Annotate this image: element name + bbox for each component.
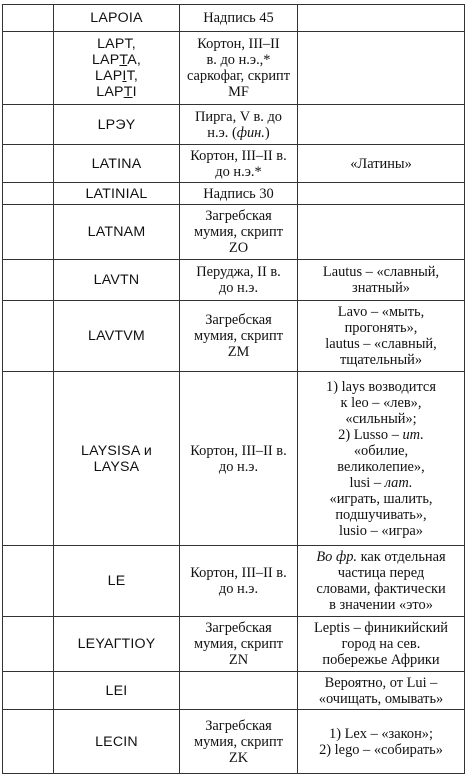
meaning-cell: [298, 105, 465, 145]
blank-cell: [3, 672, 54, 710]
table-row: [3, 205, 465, 260]
source-text: мумия, скрипт: [194, 224, 283, 240]
source-text: до н.э.*: [215, 163, 262, 180]
word-text: LEI: [105, 682, 128, 699]
blank-cell: [3, 205, 54, 260]
blank-cell: [3, 372, 54, 546]
meaning-text: [301, 475, 461, 491]
word-text: LE: [107, 573, 126, 589]
word-text: LAPTA,: [91, 52, 142, 68]
word-cell: [54, 145, 180, 183]
word-cell: [54, 260, 180, 301]
source-text: до н.э.: [218, 458, 259, 475]
word-text: LAPT,: [97, 36, 136, 52]
table-row: [3, 672, 465, 710]
source-cell: [180, 546, 298, 617]
meaning-text: прогонять»,: [344, 320, 418, 336]
meaning-text: Leptis – финикийский: [314, 620, 448, 636]
meaning-cell: [298, 145, 465, 183]
meaning-text: 1) Lex – «закон»;: [329, 725, 433, 742]
source-text: саркофаг, скрипт: [186, 68, 291, 84]
source-cell: [180, 205, 298, 260]
word-text: LAVTN: [93, 272, 140, 288]
source-text: Загребская: [205, 312, 272, 328]
word-text: LAPIT,: [94, 68, 138, 84]
source-text: Кортон, III–II в.: [190, 147, 287, 164]
table-row: [3, 710, 465, 774]
source-text: ZM: [227, 344, 250, 360]
meaning-cell: [298, 260, 465, 301]
source-text: MF: [228, 84, 249, 100]
blank-cell: [3, 5, 54, 32]
word-cell: [54, 710, 180, 774]
word-text: LECIN: [95, 733, 138, 750]
meaning-cell: [298, 546, 465, 617]
source-text-part: н.э. (: [207, 124, 237, 141]
meaning-cell: [298, 183, 465, 205]
source-text: Загребская: [205, 620, 272, 636]
source-text: Перуджа, II в.: [196, 264, 281, 280]
meaning-text: lusio – «игра»: [339, 522, 423, 539]
meaning-cell: [298, 372, 465, 546]
word-cell: [54, 205, 180, 260]
word-cell: [54, 546, 180, 617]
blank-cell: [3, 710, 54, 774]
word-cell: [54, 301, 180, 372]
table-row: [3, 546, 465, 617]
word-text: LAYSISA и: [81, 442, 152, 459]
meaning-cell: [298, 301, 465, 372]
word-text: LPЭY: [97, 116, 136, 133]
meaning-text: 2) lego – «собирать»: [319, 741, 443, 758]
meaning-cell: [298, 710, 465, 774]
word-cell: [54, 5, 180, 32]
source-cell: [180, 183, 298, 205]
source-text: Загребская: [205, 717, 272, 734]
source-cell: [180, 672, 298, 710]
word-cell: [54, 672, 180, 710]
meaning-text-italic: лат.: [384, 474, 413, 491]
word-text: LATINA: [91, 155, 142, 172]
word-cell: [54, 372, 180, 546]
source-cell: [180, 145, 298, 183]
meaning-text: тщательный»: [339, 352, 423, 368]
blank-cell: [3, 301, 54, 372]
word-text: LATNAM: [87, 224, 146, 240]
meaning-text: «обилие,: [353, 442, 409, 459]
word-cell: [54, 183, 180, 205]
meaning-text-part: lusi –: [349, 474, 385, 491]
source-text: мумия, скрипт: [194, 328, 283, 344]
meaning-text: знатный»: [352, 280, 410, 296]
table-row: [3, 301, 465, 372]
source-text: ZO: [228, 240, 249, 256]
word-cell: [54, 617, 180, 672]
meaning-text: в значении «это»: [329, 597, 433, 613]
source-text: до н.э.: [218, 280, 259, 296]
meaning-text: [301, 549, 461, 565]
blank-cell: [3, 105, 54, 145]
source-text: Надпись 45: [203, 10, 274, 26]
source-text: в. до н.э.,*: [206, 52, 271, 68]
word-text: LATINIAL: [85, 185, 148, 202]
meaning-cell: [298, 617, 465, 672]
meaning-text: к leo – «лев»,: [340, 394, 422, 411]
source-cell: [180, 32, 298, 105]
meaning-text: город на сев.: [341, 636, 421, 652]
meaning-text: [301, 427, 461, 443]
table-row: [3, 145, 465, 183]
meaning-text: «сильный»;: [345, 410, 417, 427]
blank-cell: [3, 546, 54, 617]
word-text: LAPTI: [96, 84, 137, 100]
meaning-text-part: 2) Lusso –: [338, 426, 403, 443]
source-text: ZK: [228, 749, 249, 766]
meaning-cell: [298, 205, 465, 260]
glossary-table: [2, 4, 465, 774]
source-text: Загребская: [205, 208, 272, 224]
source-cell: [180, 301, 298, 372]
meaning-text: великолепие»,: [337, 458, 425, 475]
meaning-text: «Латины»: [350, 155, 412, 172]
source-text-part: ): [264, 124, 270, 141]
table-row: [3, 5, 465, 32]
source-text: Кортон, III–II в.: [190, 565, 287, 581]
source-text: мумия, скрипт: [194, 636, 283, 652]
word-text: LAYSA: [93, 458, 140, 475]
source-cell: [180, 617, 298, 672]
source-text: ZN: [228, 652, 249, 668]
meaning-text: словами, фактически: [316, 581, 446, 597]
meaning-text: «очищать, омывать»: [318, 690, 444, 707]
word-cell: [54, 32, 180, 105]
meaning-text: частица перед: [337, 565, 425, 581]
meaning-text: Вероятно, от Lui –: [324, 674, 438, 691]
word-cell: [54, 105, 180, 145]
blank-cell: [3, 260, 54, 301]
meaning-text: «играть, шалить,: [329, 490, 433, 507]
source-text: Кортон, III–II: [197, 36, 280, 52]
blank-cell: [3, 617, 54, 672]
meaning-text: подшучивать»,: [335, 506, 427, 523]
source-text: [183, 125, 294, 141]
meaning-cell: [298, 672, 465, 710]
meaning-cell: [298, 5, 465, 32]
blank-cell: [3, 32, 54, 105]
meaning-text: Lavo – «мыть,: [337, 304, 425, 320]
meaning-text: Lautus – «славный,: [322, 264, 440, 280]
table-row: [3, 105, 465, 145]
table-row: [3, 372, 465, 546]
table-row: [3, 617, 465, 672]
meaning-text-part: как отдельная: [356, 549, 446, 565]
meaning-text: 1) lays возводится: [326, 378, 436, 395]
table-row: [3, 260, 465, 301]
table-row: [3, 183, 465, 205]
blank-cell: [3, 145, 54, 183]
source-cell: [180, 710, 298, 774]
source-text: до н.э.: [218, 581, 259, 597]
meaning-text-italic: Во фр.: [316, 549, 357, 565]
meaning-text: побережье Африки: [322, 652, 440, 668]
source-text: мумия, скрипт: [194, 733, 283, 750]
table-row: [3, 32, 465, 105]
source-cell: [180, 105, 298, 145]
word-text: LAVTVM: [88, 328, 145, 344]
word-text: LEYAГTIOY: [77, 636, 156, 652]
word-text: LAPOIA: [90, 10, 143, 26]
source-cell: [180, 372, 298, 546]
source-text-italic: фин.: [236, 124, 265, 141]
meaning-cell: [298, 32, 465, 105]
source-text: Кортон, III–II в.: [190, 442, 287, 459]
source-text: Пирга, V в. до: [194, 108, 282, 125]
meaning-text-italic: ит.: [402, 426, 424, 443]
meaning-text: lautus – «славный,: [325, 336, 437, 352]
source-text: Надпись 30: [203, 185, 274, 202]
source-cell: [180, 260, 298, 301]
source-cell: [180, 5, 298, 32]
blank-cell: [3, 183, 54, 205]
